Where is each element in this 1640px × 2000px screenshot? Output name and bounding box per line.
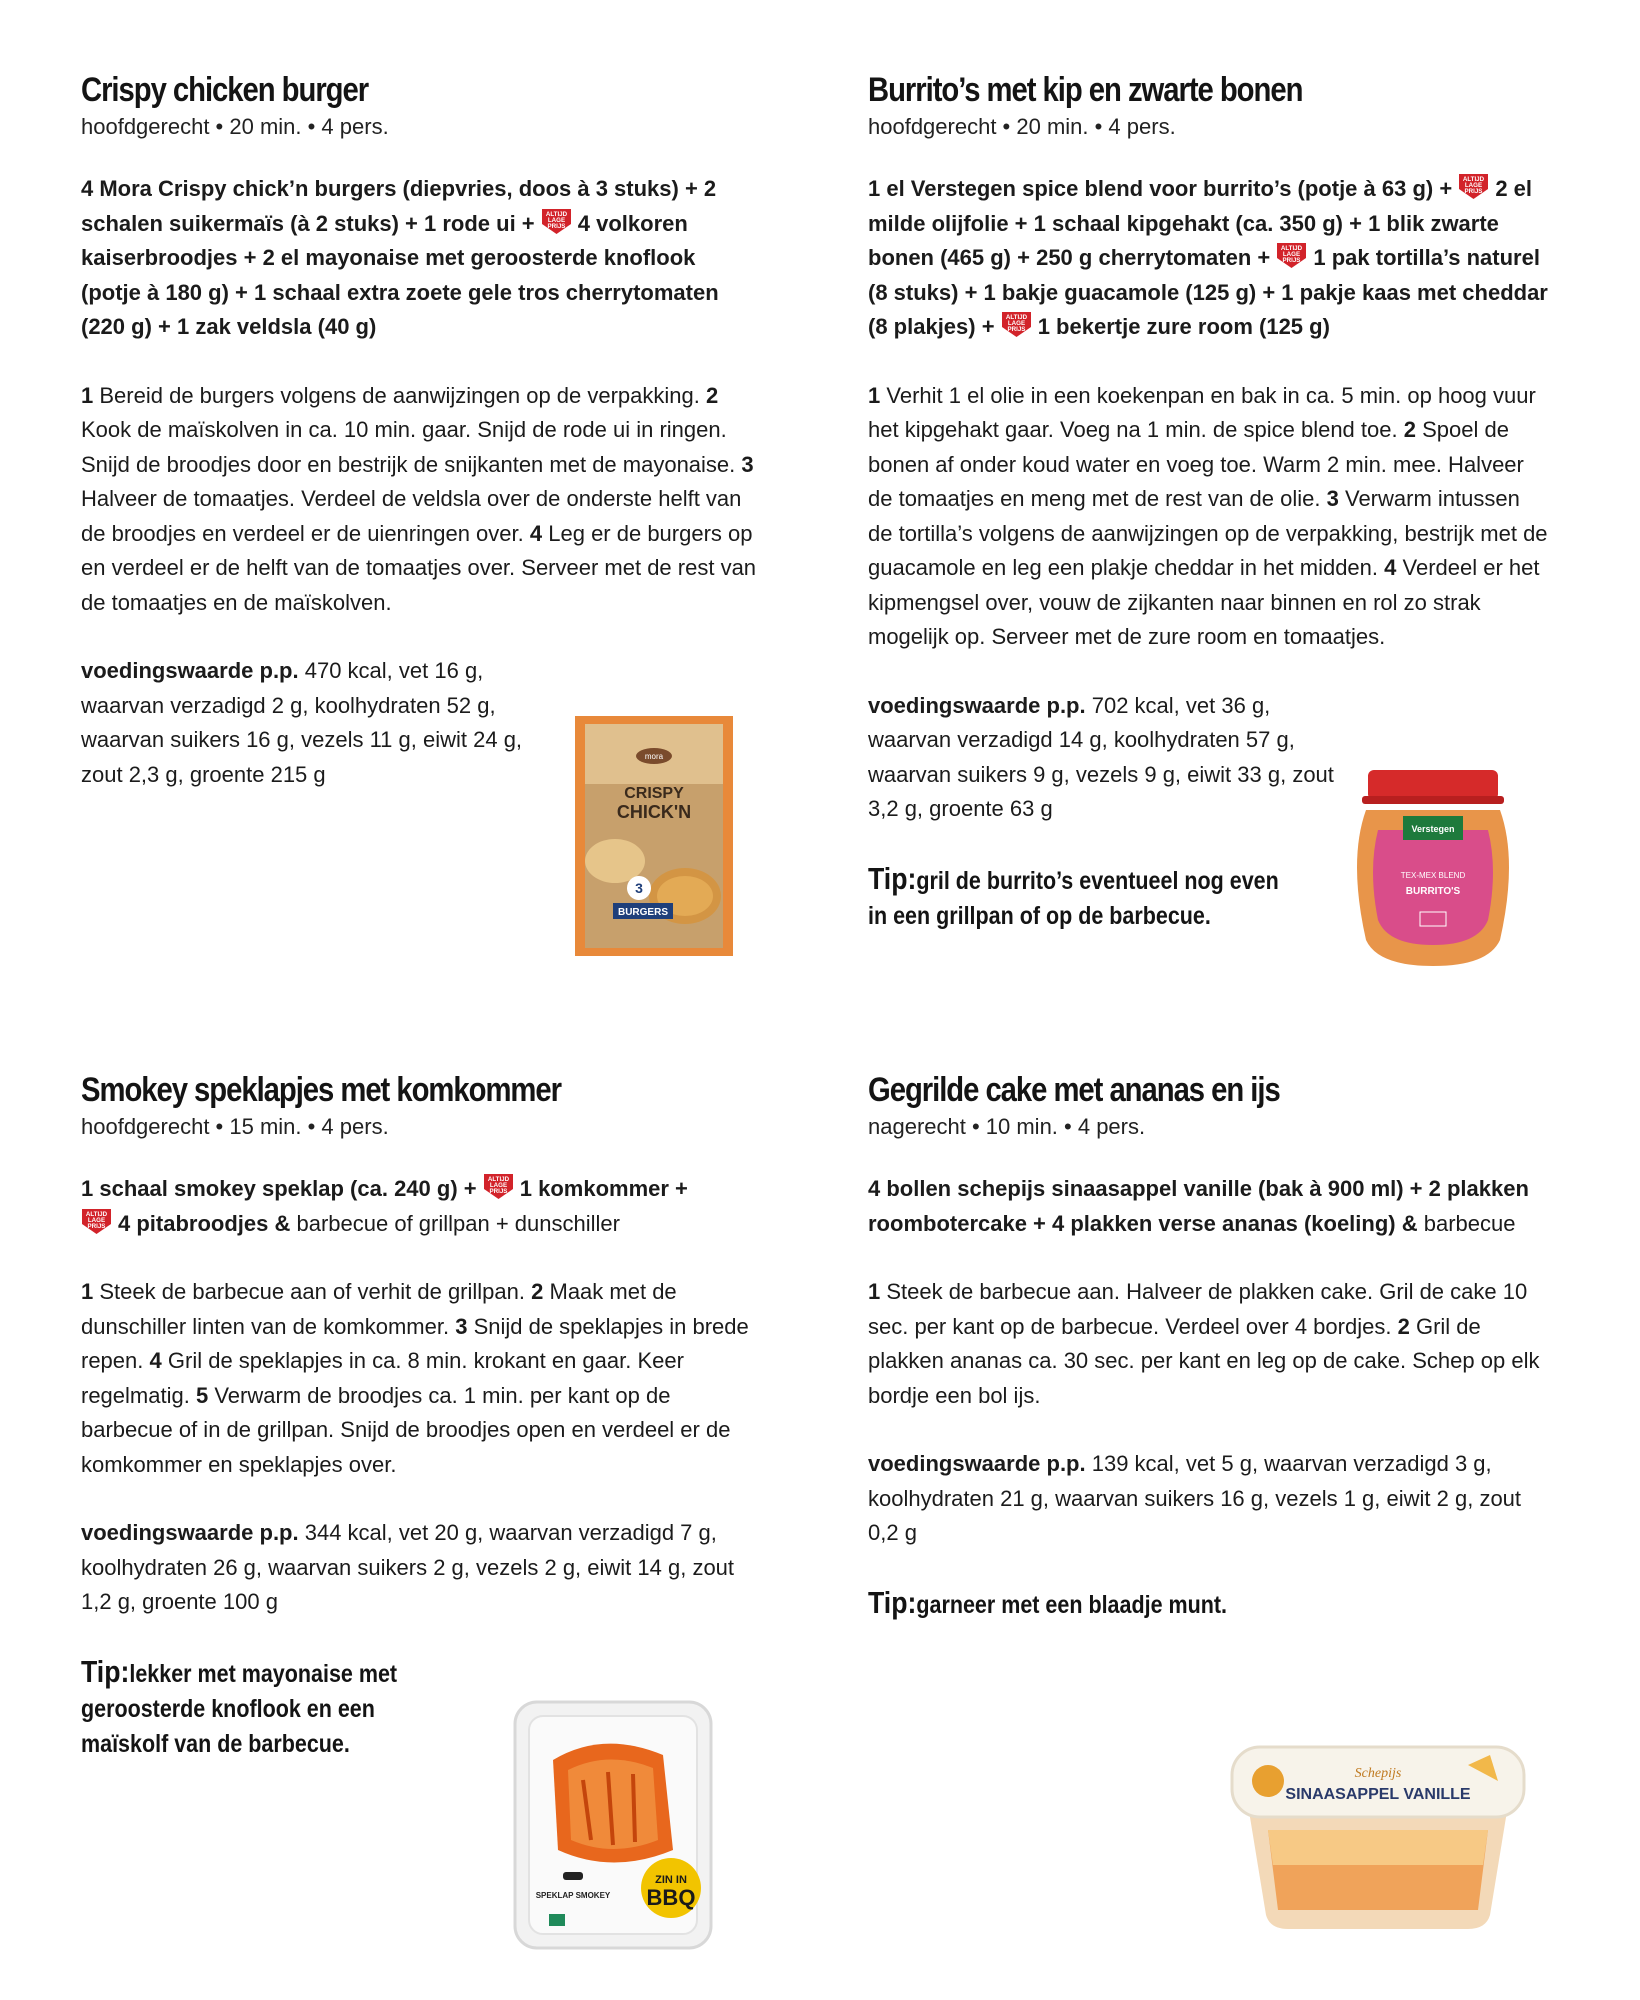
ingredients xyxy=(868,1172,1548,1241)
step-number: 3 xyxy=(455,1313,468,1339)
ingredients-text: 4 bollen schepijs sinaasappel vanille (bak à 900 ml) + 2 plakken roombotercake + 4 plakken verse ananas (koeling) & xyxy=(868,1176,1529,1236)
altijd-lage-prijs-badge-icon xyxy=(541,208,572,235)
step-text: Leg er de burgers op en verdeel er de helft van de tomaatjes over. Serveer met de rest van de tomaatjes en de maïskolven. xyxy=(81,520,757,615)
step-number: 2 xyxy=(531,1279,544,1304)
recipe-meta: hoofdgerecht • 20 min. • 4 pers. xyxy=(868,114,1176,139)
nutrition-label: voedingswaarde p.p. xyxy=(868,1451,1086,1476)
nutrition-info xyxy=(81,654,551,792)
recipe-tip xyxy=(868,861,1289,934)
altijd-lage-prijs-badge-icon xyxy=(483,1173,514,1200)
step-number: 4 xyxy=(529,520,543,546)
tip-text: lekker met mayonaise met geroosterde knoflook en een maïskolf van de barbecue. xyxy=(81,1659,398,1758)
recipe-tip xyxy=(81,1654,425,1762)
step-text: Verwarm de broodjes ca. 1 min. per kant op de barbecue of in de grillpan. Snijd de broodjes open en verdeel er de komkommer en speklapjes over. xyxy=(81,1382,731,1477)
product-line2: BURRITO'S xyxy=(1405,886,1461,897)
recipe-meta: hoofdgerecht • 20 min. • 4 pers. xyxy=(81,114,389,139)
nutrition-label: voedingswaarde p.p. xyxy=(81,1520,299,1545)
step-text: Gril de speklapjes in ca. 8 min. krokant en gaar. Keer regelmatig. xyxy=(81,1348,684,1408)
product-count: 3 xyxy=(635,880,643,896)
ingredients xyxy=(81,1172,761,1241)
equipment-text: barbecue of grillpan + dunschiller xyxy=(296,1210,620,1236)
step-text: Halveer de tomaatjes. Verdeel de veldsla over de onderste helft van de broodjes en verdeel er de uienringen over. xyxy=(81,486,742,546)
product-stamp-line1: ZIN IN xyxy=(655,1874,687,1886)
step-number: 1 xyxy=(81,382,94,408)
tip-label: Tip: xyxy=(868,860,917,896)
product-speklap-tray xyxy=(513,1700,713,1950)
nutrition-info xyxy=(868,689,1338,827)
recipe-smokey-speklapjes xyxy=(81,1068,761,1762)
recipe-title: Crispy chicken burger xyxy=(81,71,369,109)
tip-text: gril de burrito’s eventueel nog even in een grillpan of op de barbecue. xyxy=(868,866,1279,930)
nutrition-label: voedingswaarde p.p. xyxy=(868,692,1086,718)
preparation-steps xyxy=(81,1275,761,1482)
step-text: Gril de plakken ananas ca. 30 sec. per kant en leg op de cake. Schep op elk bordje een bol ijs. xyxy=(868,1313,1540,1408)
product-script: Schepijs xyxy=(1354,1766,1402,1781)
product-label: SPEKLAP SMOKEY xyxy=(535,1891,611,1900)
step-text: Verhit 1 el olie in een koekenpan en bak in ca. 5 min. op hoog vuur het kipgehakt gaar. Voeg na 1 min. de spice blend toe. xyxy=(868,382,1536,442)
step-text: Bereid de burgers volgens de aanwijzingen op de verpakking. xyxy=(99,382,700,408)
step-text: Kook de maïskolven in ca. 10 min. gaar. Snijd de rode ui in ringen. Snijd de broodjes door en bestrijk de snijkanten met de mayonaise. xyxy=(81,417,736,477)
step-number: 2 xyxy=(1397,1313,1410,1339)
recipe-meta: hoofdgerecht • 15 min. • 4 pers. xyxy=(81,1114,389,1139)
recipe-title: Smokey speklapjes met komkommer xyxy=(81,1071,561,1109)
ingredients-text: 2 el milde olijfolie + 1 schaal kipgehakt (ca. 350 g) + 1 blik zwarte bonen (465 g) + 250 g cherrytomaten + xyxy=(868,176,1533,270)
product-brand: mora xyxy=(644,752,664,761)
step-text: Snijd de speklapjes in brede repen. xyxy=(81,1313,749,1373)
altijd-lage-prijs-badge-icon xyxy=(81,1208,112,1235)
product-crispy-chickn-box xyxy=(575,716,733,956)
step-number: 2 xyxy=(1403,417,1416,442)
recipe-meta: nagerecht • 10 min. • 4 pers. xyxy=(868,1114,1146,1139)
preparation-steps xyxy=(81,379,761,621)
equipment-text: barbecue xyxy=(1423,1210,1516,1236)
product-stamp-line2: BBQ xyxy=(646,1885,696,1910)
preparation-steps xyxy=(868,1275,1548,1413)
step-number: 4 xyxy=(1384,555,1397,580)
step-number: 1 xyxy=(81,1279,94,1304)
ingredients xyxy=(81,172,761,345)
tip-label: Tip: xyxy=(81,1653,130,1689)
nutrition-values: 470 kcal, vet 16 g, waarvan verzadigd 2 g, koolhydraten 52 g, waarvan suikers 16 g, vezels 11 g, eiwit 24 g, zout 2,3 g, groente 215 g xyxy=(81,658,523,787)
recipe-crispy-chicken-burger xyxy=(81,68,761,826)
nutrition-info xyxy=(81,1516,741,1620)
step-text: Maak met de dunschiller linten van de komkommer. xyxy=(81,1279,677,1339)
recipe-title: Gegrilde cake met ananas en ijs xyxy=(868,1071,1280,1109)
recipe-gegrilde-cake-ananas xyxy=(868,1068,1548,1623)
nutrition-info xyxy=(868,1447,1548,1551)
tip-text: garneer met een blaadje munt. xyxy=(916,1590,1228,1619)
step-text: Steek de barbecue aan of verhit de grillpan. xyxy=(99,1279,525,1304)
step-text: Steek de barbecue aan. Halveer de plakken cake. Gril de cake 10 sec. per kant op de barbecue. Verdeel over 4 bordjes. xyxy=(868,1279,1528,1339)
preparation-steps xyxy=(868,379,1548,655)
altijd-lage-prijs-badge-icon xyxy=(1001,311,1032,338)
ingredients-text: 4 volkoren kaiserbroodjes + 2 el mayonaise met geroosterde knoflook (potje à 180 g) + 1 schaal extra zoete gele tros cherrytomaten (220 g) + 1 zak veldsla (40 g) xyxy=(81,210,719,339)
product-verstegen-jar xyxy=(1348,770,1518,970)
step-number: 3 xyxy=(741,451,754,477)
nutrition-values: 344 kcal, vet 20 g, waarvan verzadigd 7 g, koolhydraten 26 g, waarvan suikers 2 g, vezels 2 g, eiwit 14 g, zout 1,2 g, groente 100 g xyxy=(81,1520,735,1614)
step-number: 5 xyxy=(195,1382,209,1408)
step-number: 1 xyxy=(868,382,881,408)
ingredients-text: 4 pitabroodjes & xyxy=(118,1210,291,1236)
ingredients-text: 1 pak tortilla’s naturel (8 stuks) + 1 bakje guacamole (125 g) + 1 pakje kaas met cheddar (8 plakjes) + xyxy=(868,245,1548,339)
ingredients-text: 1 bekertje zure room (125 g) xyxy=(1037,314,1330,339)
product-label: BURGERS xyxy=(617,907,669,918)
step-number: 3 xyxy=(1326,486,1339,511)
step-number: 1 xyxy=(868,1279,881,1304)
ingredients-text: 1 schaal smokey speklap (ca. 240 g) + xyxy=(81,1176,477,1201)
recipe-tip xyxy=(868,1585,1298,1623)
product-line2: CHICK'N xyxy=(616,802,692,822)
nutrition-values: 702 kcal, vet 36 g, waarvan verzadigd 14 g, koolhydraten 57 g, waarvan suikers 9 g, vezels 9 g, eiwit 33 g, zout 3,2 g, groente 63 g xyxy=(868,692,1334,821)
ingredients-text: 1 el Verstegen spice blend voor burrito’s (potje à 63 g) + xyxy=(868,176,1453,201)
step-text: Spoel de bonen af onder koud water en voeg toe. Warm 2 min. mee. Halveer de tomaatjes en meng met de rest van de olie. xyxy=(868,417,1524,511)
ingredients-text: 4 Mora Crispy chick’n burgers (diepvries, doos à 3 stuks) + 2 schalen suikermaïs (à 2 stuks) + 1 rode ui + xyxy=(81,176,717,236)
step-number: 4 xyxy=(149,1348,162,1373)
ingredients-text: 1 komkommer + xyxy=(519,1176,688,1201)
product-line1: TEX-MEX BLEND xyxy=(1400,871,1466,880)
altijd-lage-prijs-badge-icon xyxy=(1276,242,1307,269)
step-text: Verwarm intussen de tortilla’s volgens de aanwijzingen op de verpakking, bestrijk met de guacamole en leg een plakje cheddar in het midden. xyxy=(868,486,1548,580)
ingredients xyxy=(868,172,1548,345)
product-brand: Verstegen xyxy=(1411,824,1455,834)
step-text: Verdeel er het kipmengsel over, vouw de zijkanten naar binnen en rol zo strak mogelijk op. Serveer met de zure room en tomaatjes. xyxy=(868,555,1540,649)
nutrition-label: voedingswaarde p.p. xyxy=(81,658,299,683)
step-number: 2 xyxy=(706,382,719,408)
altijd-lage-prijs-badge-icon xyxy=(1458,173,1489,200)
nutrition-values: 139 kcal, vet 5 g, waarvan verzadigd 3 g, koolhydraten 21 g, waarvan suikers 16 g, vezels 1 g, eiwit 2 g, zout 0,2 g xyxy=(868,1451,1522,1545)
recipe-title: Burrito’s met kip en zwarte bonen xyxy=(868,71,1303,109)
product-line1: CRISPY xyxy=(624,785,684,802)
tip-label: Tip: xyxy=(868,1584,917,1620)
product-label: SINAASAPPEL VANILLE xyxy=(1285,1786,1471,1803)
product-ijs-bak xyxy=(1228,1735,1528,1935)
